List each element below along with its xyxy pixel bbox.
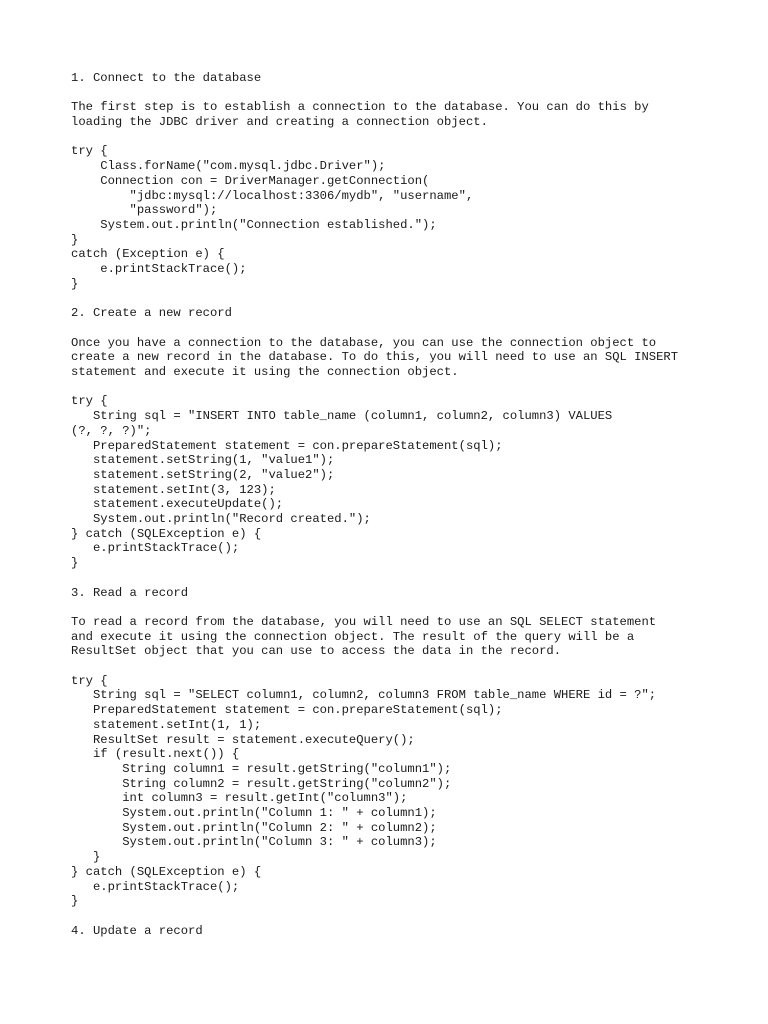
- section-heading: 2. Create a new record: [71, 306, 232, 321]
- section-heading: 4. Update a record: [71, 923, 203, 938]
- section-paragraph: The first step is to establish a connection to the database. You can do this by loading the JDBC driver and creating a connection object.: [71, 100, 649, 130]
- section-connect: [71, 71, 731, 292]
- document-page: [71, 71, 731, 953]
- section-read: [71, 586, 731, 909]
- code-block: try { String sql = "INSERT INTO table_name (column1, column2, column3) VALUES (?, ?, ?)"; PreparedStatement statement = con.prepareStatement(sql); statement.setString(1, "value1"); statement.setString(2, "value2"); statement.setInt(3, 123); statement.executeUpdate(); System.out.println("Record created."); } catch (SQLException e) { e.printStackTrace(); }: [71, 394, 613, 571]
- code-block: try { Class.forName("com.mysql.jdbc.Driver"); Connection con = DriverManager.getConnection( "jdbc:mysql://localhost:3306/mydb", "username", "password"); System.out.println("Connection established."); } catch (Exception e) { e.printStackTrace(); }: [71, 144, 474, 291]
- section-paragraph: To read a record from the database, you will need to use an SQL SELECT statement and execute it using the connection object. The result of the query will be a ResultSet object that you can use to access the data in the record.: [71, 614, 657, 659]
- section-heading: 3. Read a record: [71, 585, 189, 600]
- section-heading: 1. Connect to the database: [71, 71, 262, 85]
- section-create: [71, 306, 731, 571]
- code-block: try { String sql = "SELECT column1, column2, column3 FROM table_name WHERE id = ?"; PreparedStatement statement = con.prepareStatement(sql); statement.setInt(1, 1); ResultSet result = statement.executeQuery(); if (result.next()) { String column1 = result.getString("column1"); String column2 = result.getString("column2"); int column3 = result.getInt("column3"); System.out.println("Column 1: " + column1); System.out.println("Column 2: " + column2); System.out.println("Column 3: " + column3); } } catch (SQLException e) { e.printStackTrace(); }: [71, 673, 657, 909]
- section-paragraph: Once you have a connection to the database, you can use the connection object to create a new record in the database. To do this, you will need to use an SQL INSERT statement and execute it using the connection object.: [71, 335, 679, 379]
- section-update: [71, 924, 731, 939]
